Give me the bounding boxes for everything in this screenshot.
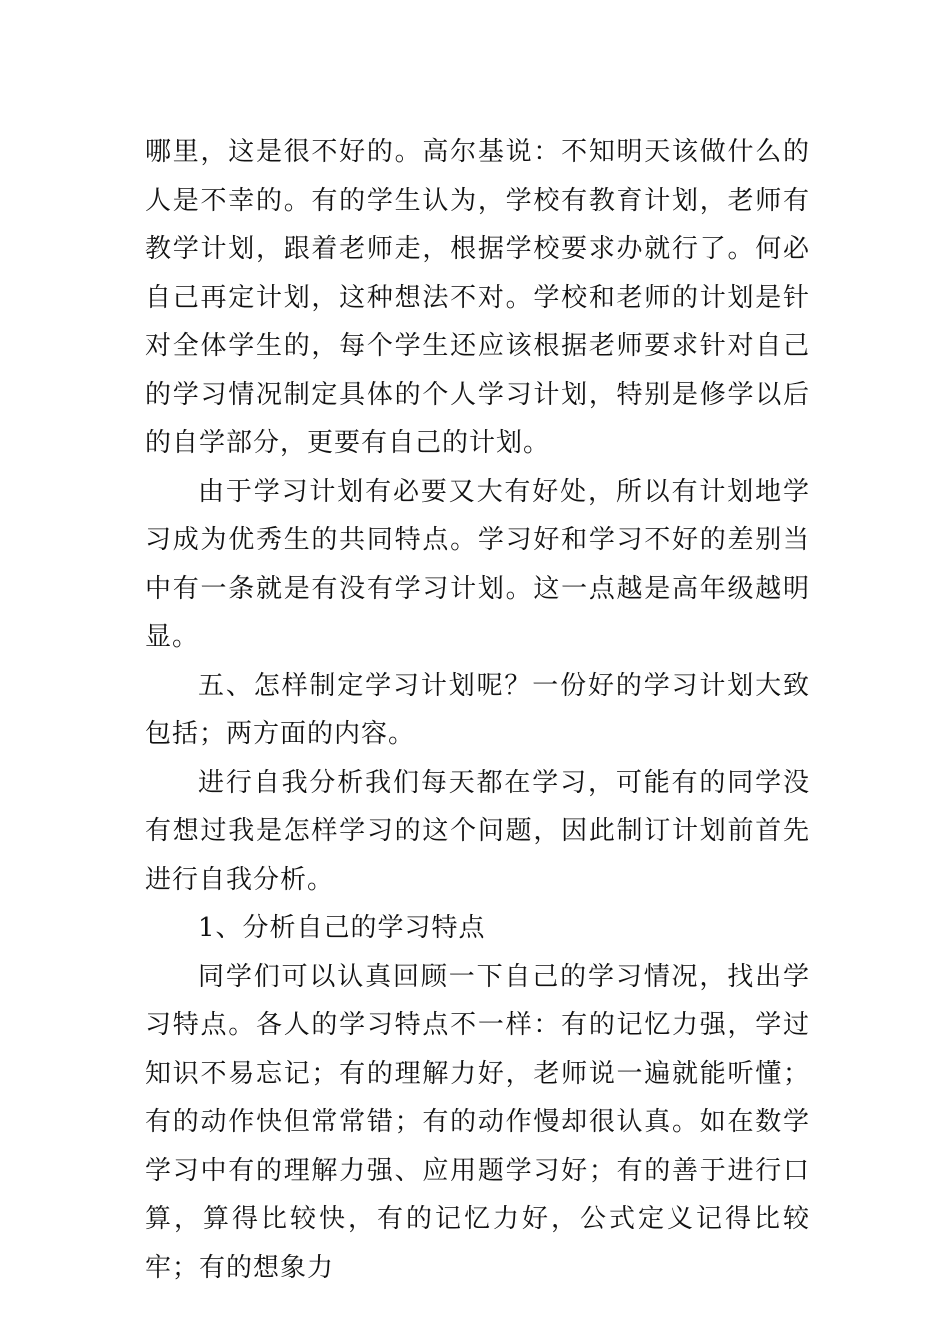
paragraph-2: 由于学习计划有必要又大有好处，所以有计划地学习成为优秀生的共同特点。学习好和学习不好的差别当中有一条就是有没有学习计划。这一点越是高年级越明显。 [145,476,810,652]
paragraph-6: 同学们可以认真回顾一下自己的学习情况，找出学习特点。各人的学习特点不一样：有的记忆力强，学过知识不易忘记；有的理解力好，老师说一遍就能听懂；有的动作快但常常错；有的动作慢却很认真。如在数学学习中有的理解力强、应用题学习好；有的善于进行口算，算得比较快，有的记忆力好，公式定义记得比较牢；有的想象力 [145,961,810,1283]
paragraph-5: 1、分析自己的学习特点 [198,913,486,943]
document-body [145,128,810,1292]
paragraph-3: 五、怎样制定学习计划呢？一份好的学习计划大致包括；两方面的内容。 [145,670,810,749]
paragraph-4: 进行自我分析我们每天都在学习，可能有的同学没有想过我是怎样学习的这个问题，因此制订计划前首先进行自我分析。 [145,767,810,895]
paragraph-1: 哪里，这是很不好的。高尔基说：不知明天该做什么的人是不幸的。有的学生认为，学校有教育计划，老师有教学计划，跟着老师走，根据学校要求办就行了。何必自己再定计划，这种想法不对。学校和老师的计划是针对全体学生的，每个学生还应该根据老师要求针对自己的学习情况制定具体的个人学习计划，特别是修学以后的自学部分，更要有自己的计划。 [145,137,810,458]
